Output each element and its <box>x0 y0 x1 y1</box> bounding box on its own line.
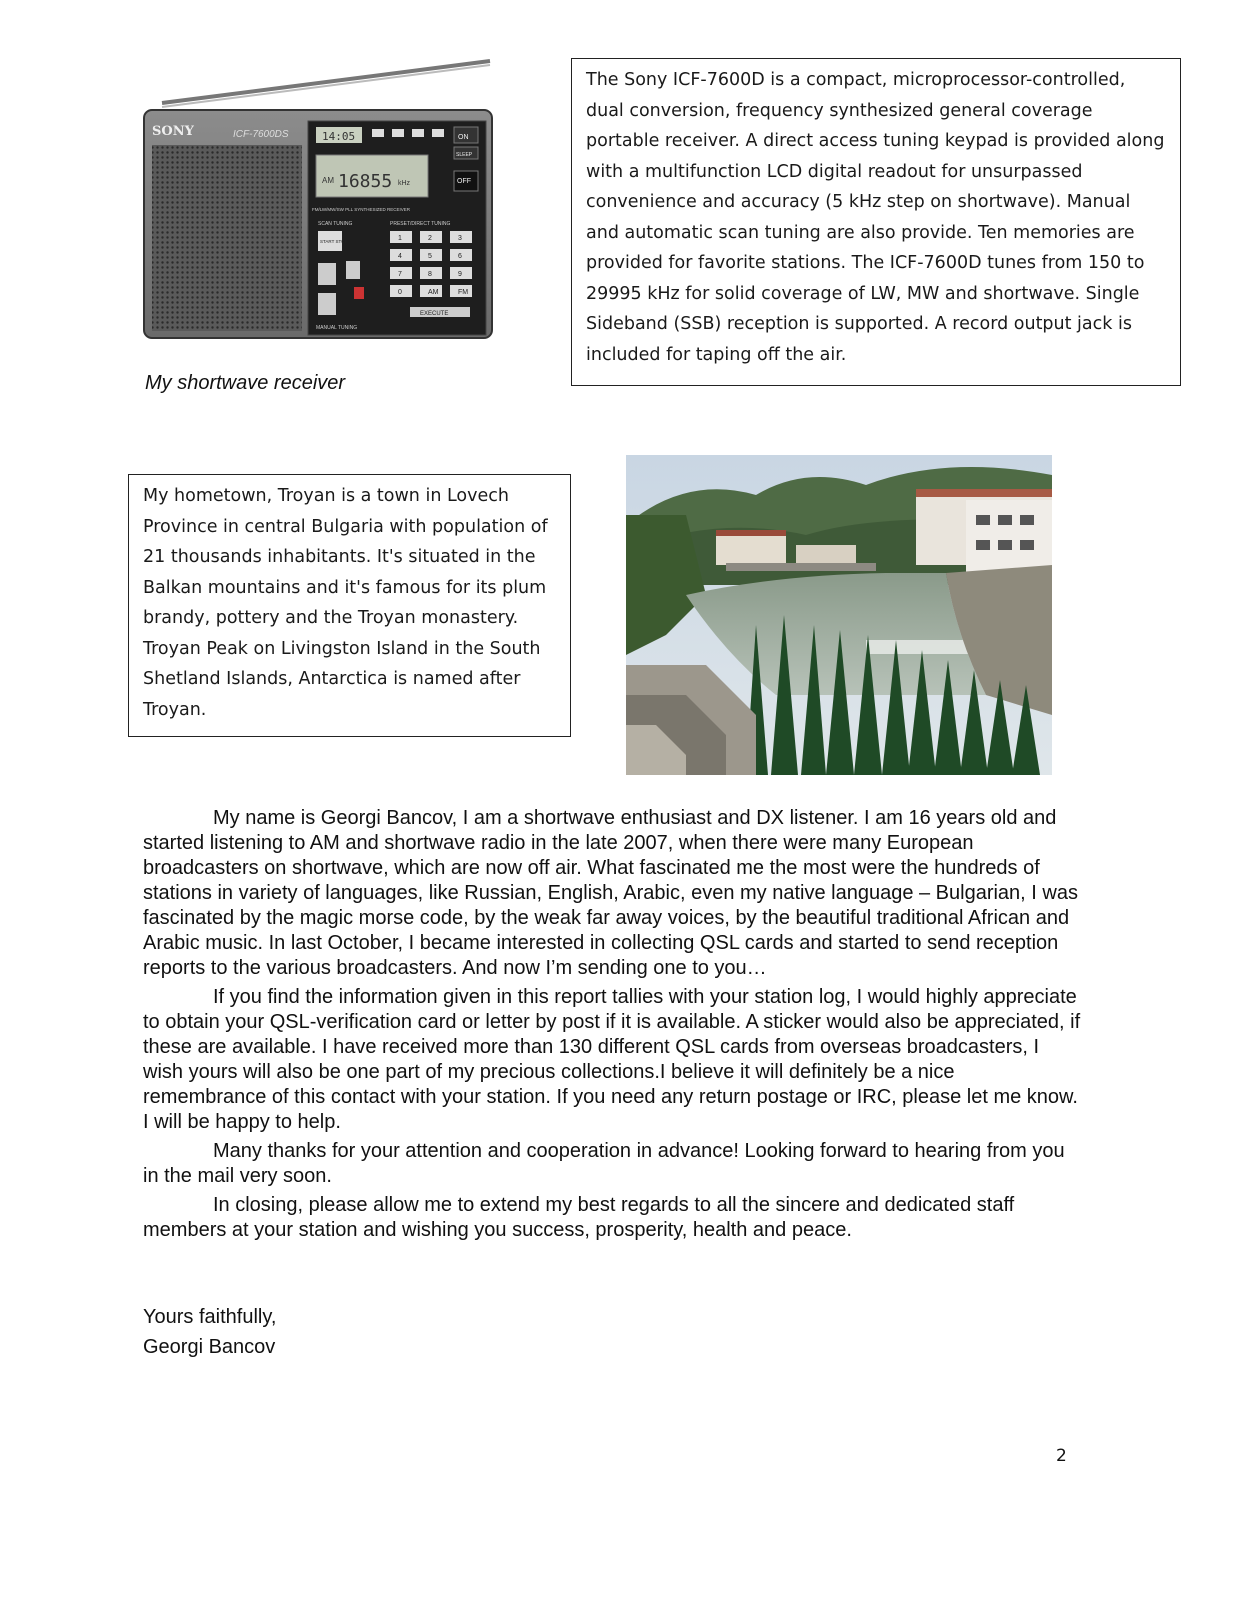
svg-text:OFF: OFF <box>457 178 471 185</box>
letter-body <box>143 806 1083 1247</box>
radio-brand: SONY <box>152 124 194 139</box>
frequency-value: 16855 <box>338 171 393 192</box>
keypad-key-label: 6 <box>458 253 462 260</box>
keypad-key-label: AM <box>428 289 439 296</box>
svg-text:SLEEP: SLEEP <box>456 152 473 158</box>
keypad-key-label: 8 <box>428 271 432 278</box>
svg-text:EXECUTE: EXECUTE <box>420 311 449 317</box>
svg-text:kHz: kHz <box>398 180 411 187</box>
radio-caption: My shortwave receiver <box>145 372 346 394</box>
speaker-grill <box>152 145 302 331</box>
radio-description-box: The Sony ICF-7600D is a compact, microprocessor-controlled, dual conversion, frequency synthesized general coverage portable receiver. A direct access tuning keypad is provided along with a multifunction LCD digital readout for unsurpassed convenience and accuracy (5 kHz step on shortwave). Manual and automatic scan tuning are also provide. Ten memories are provided for favorite stations. The ICF-7600D tunes from 150 to 29995 kHz for solid coverage of LW, MW and shortwave. Single Sideband (SSB) reception is supported. A record output jack is included for taping off the air. <box>571 58 1181 386</box>
keypad-key-label: 0 <box>398 289 402 296</box>
radio-model: ICF-7600DS <box>233 129 289 140</box>
radio-photo <box>140 55 520 345</box>
keypad-key-label: 9 <box>458 271 462 278</box>
letter-paragraph-1: My name is Georgi Bancov, I am a shortwave enthusiast and DX listener. I am 16 years old and started listening to AM and shortwave radio in the late 2007, when there were many European broadcasters on shortwave, which are now off air. What fascinated me the most were the hundreds of stations in variety of languages, like Russian, English, Arabic, even my native language – Bulgarian, I was fascinated by the magic morse code, by the weak far away voices, by the beautiful traditional African and Arabic music. In last October, I became interested in collecting QSL cards and started to send reception reports to the various broadcasters. And now I’m sending one to you… <box>143 807 1078 979</box>
closing-salutation: Yours faithfully, <box>143 1306 277 1328</box>
svg-text:ON: ON <box>458 134 469 141</box>
svg-text:SCAN TUNING: SCAN TUNING <box>318 221 353 227</box>
signature: Georgi Bancov <box>143 1336 276 1358</box>
svg-text:PRESET/DIRECT TUNING: PRESET/DIRECT TUNING <box>390 221 451 227</box>
svg-text:START STOP: START STOP <box>320 239 348 244</box>
troyan-river-photo <box>626 455 1052 775</box>
letter-paragraph-2: If you find the information given in this report tallies with your station log, I would highly appreciate to obtain your QSL-verification card or letter by post if it is available. A sticker would also be appreciated, if these are available. I have received more than 130 different QSL cards from overseas broadcasters, I wish yours will also be one part of my precious collections.I believe it will definitely be a nice remembrance of this contact with your station. If you need any return postage or IRC, please let me know. I will be happy to help. <box>143 986 1081 1133</box>
keypad-key-label: FM <box>458 289 469 296</box>
svg-text:MANUAL TUNING: MANUAL TUNING <box>316 325 358 331</box>
svg-text:FM/LW/MW/SW PLL SYNTHESIZED RE: FM/LW/MW/SW PLL SYNTHESIZED RECEIVER <box>312 207 411 212</box>
keypad-key-label: 2 <box>428 235 432 242</box>
hometown-description-box: My hometown, Troyan is a town in Lovech Province in central Bulgaria with population of 21 thousands inhabitants. It's situated in the Balkan mountains and it's famous for its plum brandy, pottery and the Troyan monastery. Troyan Peak on Livingston Island in the South Shetland Islands, Antarctica is named after Troyan. <box>128 474 571 737</box>
letter-paragraph-4: In closing, please allow me to extend my best regards to all the sincere and dedicated staff members at your station and wishing you success, prosperity, health and peace. <box>143 1194 1015 1241</box>
letter-paragraph-3: Many thanks for your attention and cooperation in advance! Looking forward to hearing from you in the mail very soon. <box>143 1140 1065 1187</box>
bridge <box>726 563 876 571</box>
page-number: 2 <box>1056 1446 1067 1466</box>
keypad-key-label: 3 <box>458 235 462 242</box>
svg-text:AM: AM <box>322 176 334 185</box>
keypad-key-label: 5 <box>428 253 432 260</box>
keypad-key-label: 1 <box>398 235 402 242</box>
antenna <box>162 61 490 103</box>
keypad-key-label: 4 <box>398 253 402 260</box>
keypad-key-label: 7 <box>398 271 402 278</box>
clock-text: 14:05 <box>322 130 356 143</box>
closing-block <box>143 1302 276 1362</box>
